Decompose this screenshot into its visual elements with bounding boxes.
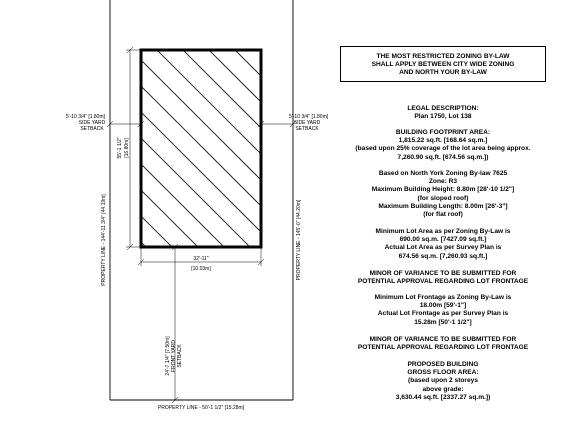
footprint-lot-area: 7,260.90 sq.ft. [674.56 sq.m.]) <box>397 153 489 161</box>
front-yard-setback-label: SETBACK <box>177 344 183 368</box>
lot-frontage-info <box>318 294 568 327</box>
property-line-left-length: PROPERTY LINE - 144'-11 3/4" [44.19m] <box>101 194 107 286</box>
side-yard-setback-right <box>258 121 296 127</box>
building-width-m: [10.03m] <box>191 266 211 272</box>
gfa-value: 3,630.44 sq.ft. [2337.27 sq.m.]) <box>395 393 491 401</box>
zoning-notice-line: THE MOST RESTRICTED ZONING BY-LAW <box>376 53 510 60</box>
frontage-actual-value: 15.28m [50'-1 1/2"] <box>414 318 472 326</box>
side-yard-setback-left <box>107 121 144 127</box>
hatch-line <box>141 112 261 232</box>
building-depth-m: [16.80m] <box>124 138 130 158</box>
zoning-notice-box <box>340 46 546 82</box>
building-depth-ft: 55'-1 1/2" <box>117 137 123 159</box>
gross-floor-area <box>318 361 568 402</box>
front-yard-setback <box>172 244 178 403</box>
zoning-zone: Zone: R3 <box>428 178 458 186</box>
hatch-line <box>141 190 261 310</box>
variance-line: MINOR OF VARIANCE TO BE SUBMITTED FOR <box>369 336 517 343</box>
side-yard-left-setback: SETBACK <box>80 126 104 132</box>
zoning-bylaw: Based on North York Zoning By-law 7625 <box>378 170 508 177</box>
hatch-line <box>141 60 261 180</box>
hatch-line <box>141 34 261 154</box>
hatch-line <box>141 294 261 414</box>
side-yard-right-setback: SETBACK <box>295 126 319 132</box>
zoning-notice-line: SHALL APPLY BETWEEN CITY WIDE ZONING <box>371 61 515 69</box>
variance-notice-2 <box>318 336 568 352</box>
lot-area-info <box>318 228 568 261</box>
lot-area-actual-value: 674.56 sq.m. [7,260.93 sq.ft.] <box>398 252 488 260</box>
footprint-basis: (based upon 25% coverage of the lot area being approx. <box>355 145 531 153</box>
footprint-hatch <box>141 0 261 432</box>
side-yard-right-label: SIDE YARD <box>293 120 321 126</box>
variance-notice-1 <box>318 270 568 286</box>
zoning-length-note: (for flat roof) <box>423 211 463 219</box>
front-yard-dim: 24'-7 1/4" [7.50m] <box>165 336 171 376</box>
hatch-line <box>141 8 261 128</box>
hatch-line <box>141 320 261 432</box>
lot-area-min-label: Minimum Lot Area as per Zoning By-Law is <box>375 228 511 235</box>
building-width-ft: 32'-11" <box>193 256 209 262</box>
zoning-bylaw-info <box>318 170 568 219</box>
gfa-basis: (based upon 2 storeys <box>408 377 478 385</box>
legal-heading: LEGAL DESCRIPTION: <box>407 105 479 112</box>
zoning-notice-line: AND NORTH YOUR BY-LAW <box>399 69 487 77</box>
frontage-min-value: 18.00m [59'-1"] <box>419 302 467 310</box>
hatch-line <box>141 86 261 206</box>
zoning-max-length: Maximum Building Length: 8.00m [26'-3"] <box>378 202 508 210</box>
hatch-line <box>141 216 261 336</box>
variance-line: POTENTIAL APPROVAL REGARDING LOT FRONTAGE <box>357 278 529 286</box>
hatch-line <box>141 138 261 258</box>
side-yard-left-label: SIDE YARD <box>78 120 106 126</box>
frontage-min-label: Minimum Lot Frontage as Zoning By-Law is <box>374 294 512 301</box>
building-footprint <box>141 0 261 432</box>
hatch-line <box>141 0 261 76</box>
frontage-actual-label: Actual Lot Frontage as per Survey Plan is <box>377 310 509 318</box>
lot-area-min-value: 690.00 sq.m. [7427.09 sq.ft.] <box>399 236 487 244</box>
variance-line: POTENTIAL APPROVAL REGARDING LOT FRONTAGE <box>357 344 529 352</box>
gfa-basis-2: above grade: <box>422 385 464 393</box>
legal-description <box>318 105 568 121</box>
lot-area-actual-label: Actual Lot Area as per Survey Plan is <box>384 244 502 252</box>
zoning-max-height: Maximum Building Height: 8.80m [28'-10 1/2"] <box>371 186 515 194</box>
hatch-line <box>141 346 261 432</box>
zoning-height-note: (for sloped roof) <box>417 194 469 202</box>
hatch-line <box>141 268 261 388</box>
property-line-bottom-length: PROPERTY LINE - 50'-1 1/2" [15.28m] <box>157 405 245 411</box>
building-footprint-area <box>318 129 568 162</box>
front-yard-label: FRONT YARD <box>171 340 177 372</box>
side-yard-left-dim: 5'-10 3/4" [1.80m] <box>65 114 105 120</box>
footprint-value: 1,815.22 sq.ft. [168.64 sq.m.] <box>398 137 488 145</box>
variance-line: MINOR OF VARIANCE TO BE SUBMITTED FOR <box>369 270 517 277</box>
footprint-heading: BUILDING FOOTPRINT AREA: <box>395 129 491 136</box>
gfa-heading: PROPOSED BUILDING <box>407 361 479 368</box>
legal-plan-lot: Plan 1750, Lot 138 <box>414 113 472 121</box>
hatch-line <box>141 0 261 50</box>
gfa-subheading: GROSS FLOOR AREA: <box>407 369 479 377</box>
side-yard-right-dim: 5'-10 3/4" [1.80m] <box>289 114 329 120</box>
property-line-right-length: PROPERTY LINE - 145'-0" [44.20m] <box>296 199 302 281</box>
